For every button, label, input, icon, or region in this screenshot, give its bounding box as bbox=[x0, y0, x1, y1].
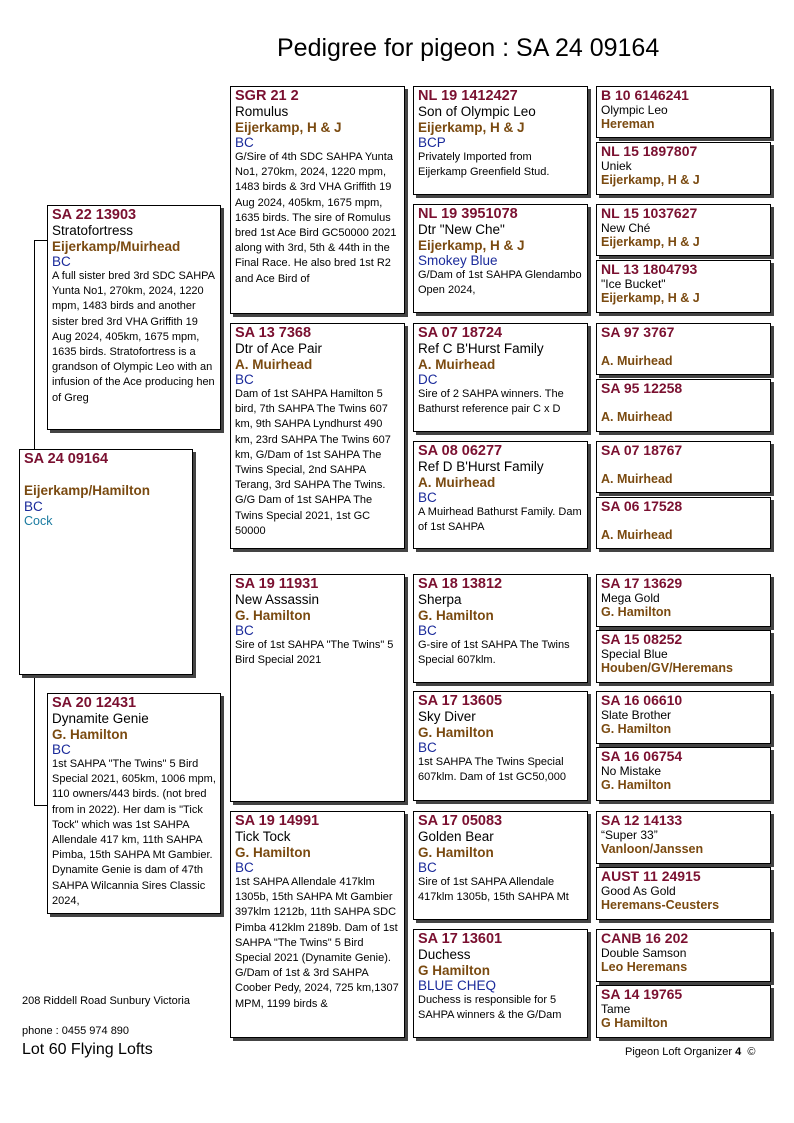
breeder: Eijerkamp, H & J bbox=[601, 291, 700, 306]
pigeon-name bbox=[601, 459, 766, 473]
color: BC bbox=[235, 859, 254, 875]
pigeon-name: Son of Olympic Leo bbox=[418, 104, 536, 120]
ring-number: SA 15 08252 bbox=[601, 631, 683, 647]
sdd-card[interactable] bbox=[413, 441, 588, 549]
sire-card[interactable] bbox=[47, 205, 221, 430]
g5-card[interactable] bbox=[596, 86, 771, 138]
connector-line bbox=[34, 675, 35, 805]
pigeon-name: Olympic Leo bbox=[601, 102, 668, 117]
ddd-card[interactable] bbox=[413, 929, 588, 1038]
pigeon-name: Uniek bbox=[601, 158, 632, 173]
g5-card[interactable] bbox=[596, 630, 771, 683]
pigeon-name: Dtr "New Che" bbox=[418, 222, 505, 238]
pigeon-name: “Super 33” bbox=[601, 827, 658, 842]
color: BC bbox=[52, 253, 71, 269]
color: BC bbox=[235, 622, 254, 638]
breeder: G. Hamilton bbox=[418, 844, 494, 860]
pigeon-name bbox=[601, 397, 766, 411]
color: BLUE CHEQ bbox=[418, 977, 497, 993]
ring-number: NL 19 3951078 bbox=[418, 206, 518, 222]
ring-number: SA 16 06610 bbox=[601, 692, 683, 708]
g5-card[interactable] bbox=[596, 929, 771, 982]
g5-card[interactable] bbox=[596, 379, 771, 432]
page-title: Pedigree for pigeon : SA 24 09164 bbox=[277, 34, 660, 62]
g5-card[interactable] bbox=[596, 574, 771, 627]
breeder: A. Muirhead bbox=[235, 356, 313, 372]
g5-card[interactable] bbox=[596, 867, 771, 920]
breeder: Hereman bbox=[601, 117, 655, 132]
ring-number: SA 08 06277 bbox=[418, 443, 503, 459]
pigeon-name: Good As Gold bbox=[601, 883, 676, 898]
ring-number: NL 15 1897807 bbox=[601, 143, 698, 159]
dss-card[interactable] bbox=[413, 574, 588, 683]
breeder: G Hamilton bbox=[601, 1016, 668, 1031]
breeder: Heremans-Ceusters bbox=[601, 898, 720, 913]
g5-card[interactable] bbox=[596, 142, 771, 195]
pigeon-name: Tick Tock bbox=[235, 829, 291, 845]
notes: Privately Imported from Eijerkamp Greenfield Stud. bbox=[418, 151, 550, 179]
pigeon-name: Tame bbox=[601, 1001, 631, 1016]
breeder: G. Hamilton bbox=[52, 726, 128, 742]
pigeon-name: Sherpa bbox=[418, 592, 462, 608]
ring-number: SA 22 13903 bbox=[52, 207, 137, 223]
breeder: Eijerkamp, H & J bbox=[235, 119, 342, 135]
sex: Cock bbox=[24, 513, 53, 528]
ring-number: NL 15 1037627 bbox=[601, 205, 698, 221]
notes: G/Sire of 4th SDC SAHPA Yunta No1, 270km, 2024, 1220 mpm, 1483 birds & 3rd VHA Griffith 19 Aug 2024, 405km, 1675 mpm, 1635 birds. The sire of Romulus bred 1st Ace Bird GC50000 2021 along with 3rd, 5th & 44th in the Final Race. He also bred 1st R2 and Ace Bird of bbox=[235, 151, 397, 285]
dsd-card[interactable] bbox=[413, 691, 588, 801]
sire-dam-card[interactable] bbox=[230, 323, 405, 549]
g5-card[interactable] bbox=[596, 747, 771, 801]
color: BC bbox=[418, 859, 437, 875]
breeder: Eijerkamp/Hamilton bbox=[24, 483, 151, 499]
ring-number: SA 07 18724 bbox=[418, 325, 503, 341]
breeder: Eijerkamp/Muirhead bbox=[52, 238, 181, 254]
breeder: A. Muirhead bbox=[601, 354, 673, 369]
g5-card[interactable] bbox=[596, 811, 771, 864]
breeder: Leo Heremans bbox=[601, 960, 688, 975]
color: Smokey Blue bbox=[418, 252, 498, 268]
g5-card[interactable] bbox=[596, 260, 771, 313]
breeder: Eijerkamp, H & J bbox=[601, 173, 700, 188]
g5-card[interactable] bbox=[596, 441, 771, 493]
connector-line bbox=[34, 805, 47, 806]
ring-number: SA 07 18767 bbox=[601, 442, 683, 458]
g5-card[interactable] bbox=[596, 691, 771, 744]
notes: G-sire of 1st SAHPA The Twins Special 607klm. bbox=[418, 639, 570, 667]
notes: Duchess is responsible for 5 SAHPA winners & the G/Dam bbox=[418, 994, 562, 1022]
subject-card[interactable] bbox=[19, 449, 193, 675]
connector-line bbox=[34, 240, 35, 450]
breeder: A. Muirhead bbox=[601, 410, 673, 425]
ring-number: NL 13 1804793 bbox=[601, 261, 698, 277]
ring-number: NL 19 1412427 bbox=[418, 88, 518, 104]
copyright-symbol: © bbox=[747, 1046, 756, 1058]
color: BC bbox=[418, 739, 437, 755]
pigeon-name: Sky Diver bbox=[418, 709, 476, 725]
notes: 1st SAHPA "The Twins" 5 Bird Special 2021, 605km, 1006 mpm, 110 owners/443 birds. (not bred from in 2022). Her dam is "Tick Tock" which was 1st SAHPA Allendale 417 km, 11th SAHPA Pimba, 15th SAHPA Mt Gambier. Dynamite Genie is dam of 47th SAHPA Wilcannia Sires Classic 2024, bbox=[52, 758, 216, 907]
pigeon-name bbox=[601, 341, 766, 355]
ring-number: SA 18 13812 bbox=[418, 576, 503, 592]
ssd-card[interactable] bbox=[413, 204, 588, 313]
notes: G/Dam of 1st SAHPA Glendambo Open 2024, bbox=[418, 269, 582, 297]
notes: Sire of 1st SAHPA "The Twins" 5 Bird Special 2021 bbox=[235, 639, 394, 667]
pigeon-name: Dtr of Ace Pair bbox=[235, 341, 323, 357]
ring-number: SA 19 11931 bbox=[235, 576, 319, 592]
color: BC bbox=[235, 134, 254, 150]
sss-card[interactable] bbox=[413, 86, 588, 195]
connector-line bbox=[34, 240, 47, 241]
g5-card[interactable] bbox=[596, 985, 771, 1038]
pigeon-name: Duchess bbox=[418, 947, 471, 963]
breeder: G. Hamilton bbox=[418, 607, 494, 623]
breeder: G Hamilton bbox=[418, 962, 491, 978]
pigeon-name: Mega Gold bbox=[601, 590, 660, 605]
sire-sire-card[interactable] bbox=[230, 86, 405, 314]
pigeon-name: Double Samson bbox=[601, 945, 687, 960]
dds-card[interactable] bbox=[413, 811, 588, 920]
breeder: A. Muirhead bbox=[601, 528, 673, 543]
ring-number: SA 17 05083 bbox=[418, 813, 503, 829]
color: BC bbox=[52, 741, 71, 757]
pigeon-name: Golden Bear bbox=[418, 829, 494, 845]
notes: A full sister bred 3rd SDC SAHPA Yunta No1, 270km, 2024, 1220 mpm, 1483 birds and another sister bred 3rd VHA Griffith 19 Aug 2024, 405km, 1675 mpm, 1635 birds. Stratofortress is a grandson of Olympic Leo with an infusion of the Ace producing hen of Greg bbox=[52, 270, 215, 404]
color: BC bbox=[24, 498, 43, 514]
g5-card[interactable] bbox=[596, 497, 771, 549]
ring-number: SA 06 17528 bbox=[601, 498, 683, 514]
notes: A Muirhead Bathurst Family. Dam of 1st SAHPA bbox=[418, 506, 582, 534]
breeder: A. Muirhead bbox=[418, 356, 496, 372]
breeder: Eijerkamp, H & J bbox=[418, 119, 525, 135]
breeder: G. Hamilton bbox=[601, 605, 672, 620]
color: BC bbox=[418, 489, 437, 505]
ring-number: SA 19 14991 bbox=[235, 813, 320, 829]
notes: 1st SAHPA The Twins Special 607klm. Dam of 1st GC50,000 bbox=[418, 756, 566, 784]
dam-dam-card[interactable] bbox=[230, 811, 405, 1038]
breeder: A. Muirhead bbox=[601, 472, 673, 487]
footer-phone: phone : 0455 974 890 bbox=[22, 1025, 130, 1037]
breeder: G. Hamilton bbox=[601, 722, 672, 737]
pigeon-name: New Assassin bbox=[235, 592, 320, 608]
pigeon-name: Slate Brother bbox=[601, 707, 672, 722]
ring-number: SGR 21 2 bbox=[235, 88, 299, 104]
breeder: G. Hamilton bbox=[601, 778, 672, 793]
pigeon-name: "Ice Bucket" bbox=[601, 276, 666, 291]
breeder: Eijerkamp, H & J bbox=[418, 237, 525, 253]
footer-address: 208 Riddell Road Sunbury Victoria bbox=[22, 995, 190, 1007]
notes: Sire of 1st SAHPA Allendale 417klm 1305b, 15th SAHPA Mt bbox=[418, 876, 569, 904]
pigeon-name: Special Blue bbox=[601, 646, 668, 661]
pigeon-name: Romulus bbox=[235, 104, 289, 120]
pigeon-name: Dynamite Genie bbox=[52, 711, 149, 727]
dam-card[interactable] bbox=[47, 693, 221, 914]
notes: Sire of 2 SAHPA winners. The Bathurst reference pair C x D bbox=[418, 388, 564, 416]
ring-number: SA 12 14133 bbox=[601, 812, 683, 828]
pigeon-name: No Mistake bbox=[601, 763, 662, 778]
breeder: G. Hamilton bbox=[418, 724, 494, 740]
g5-card[interactable] bbox=[596, 204, 771, 256]
color: BC bbox=[418, 622, 437, 638]
dam-sire-card[interactable] bbox=[230, 574, 405, 802]
notes: 1st SAHPA Allendale 417klm 1305b, 15th SAHPA Mt Gambier 397klm 1212b, 11th SAHPA SDC Pimba 412klm 2189b. Dam of 1st SAHPA "The Twins" 5 Bird Special 2021 (Dynamite Genie). G/Dam of 1st & 3rd SAHPA Coober Pedy, 2024, 725 km,1307 MPM, 1199 birds & bbox=[235, 876, 399, 1010]
breeder: G. Hamilton bbox=[235, 844, 311, 860]
software-name: Pigeon Loft Organizer bbox=[625, 1046, 733, 1058]
ring-number: SA 24 09164 bbox=[24, 451, 109, 467]
pigeon-name: New Ché bbox=[601, 220, 651, 235]
g5-card[interactable] bbox=[596, 323, 771, 375]
breeder: Eijerkamp, H & J bbox=[601, 235, 700, 250]
pigeon-name: Ref D B'Hurst Family bbox=[418, 459, 544, 475]
ring-number: CANB 16 202 bbox=[601, 930, 689, 946]
sds-card[interactable] bbox=[413, 323, 588, 432]
breeder: A. Muirhead bbox=[418, 474, 496, 490]
breeder: Vanloon/Janssen bbox=[601, 842, 704, 857]
ring-number: SA 20 12431 bbox=[52, 695, 137, 711]
pigeon-name: Stratofortress bbox=[52, 223, 134, 239]
color: BC bbox=[235, 371, 254, 387]
ring-number: SA 14 19765 bbox=[601, 986, 683, 1002]
breeder: G. Hamilton bbox=[235, 607, 311, 623]
ring-number: B 10 6146241 bbox=[601, 87, 689, 103]
footer-software bbox=[625, 1046, 755, 1058]
ring-number: SA 95 12258 bbox=[601, 380, 683, 396]
notes: Dam of 1st SAHPA Hamilton 5 bird, 7th SAHPA The Twins 607 km, 9th SAHPA Lyndhurst 490 km, 23rd SAHPA The Twins 607 km, G/Dam of 1st SAHPA The Twins Special, 2nd SAHPA Terang, 3rd SAHPA The Twins. G/G Dam of 1st SAHPA The Twins Special 2021, 1st GC 50000 bbox=[235, 388, 391, 537]
software-version: 4 bbox=[735, 1046, 742, 1058]
ring-number: SA 13 7368 bbox=[235, 325, 312, 341]
pigeon-name: Ref C B'Hurst Family bbox=[418, 341, 544, 357]
breeder: Houben/GV/Heremans bbox=[601, 661, 733, 676]
pigeon-name bbox=[601, 515, 766, 529]
ring-number: SA 97 3767 bbox=[601, 324, 675, 340]
ring-number: SA 17 13629 bbox=[601, 575, 683, 591]
ring-number: AUST 11 24915 bbox=[601, 868, 701, 884]
ring-number: SA 16 06754 bbox=[601, 748, 683, 764]
ring-number: SA 17 13605 bbox=[418, 693, 503, 709]
ring-number: SA 17 13601 bbox=[418, 931, 503, 947]
footer-loft-name: Lot 60 Flying Lofts bbox=[22, 1041, 153, 1058]
color: BCP bbox=[418, 134, 446, 150]
color: DC bbox=[418, 371, 438, 387]
